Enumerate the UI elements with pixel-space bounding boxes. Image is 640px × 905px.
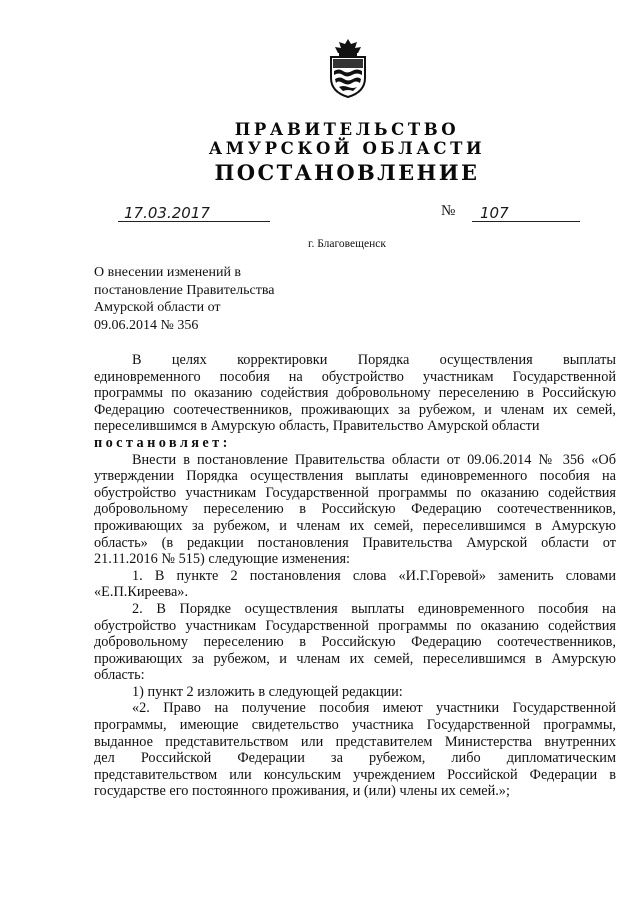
body-line: проживающих за рубежом, и членам их семей, переселившимся в Амурскую [94, 650, 616, 667]
subject-line: постановление Правительства [94, 282, 275, 298]
body-line: 21.11.2016 № 515) следующие изменения: [94, 551, 351, 568]
body-line: область» (в редакции постановления Правительства Амурской области от [94, 534, 616, 551]
body-line: программы, имеющие свидетельство участника Государственной программы, [94, 717, 616, 734]
body-line: Федерацию соотечественников, проживающих за рубежом, и членам их семей, [94, 401, 616, 418]
body-line: обустройство участникам Государственной программы по оказанию содействия [94, 484, 616, 501]
amur-coat-of-arms-emblem [327, 38, 369, 98]
org-title-line-2: АМУРСКОЙ ОБЛАСТИ [208, 139, 486, 158]
number-value: 107 [472, 205, 580, 222]
body-line: программы по оказанию содействия добровольному переселению в Российскую [94, 385, 616, 402]
body-line: единовременного пособия на обустройство участникам Государственной [94, 368, 616, 385]
subject-line: 09.06.2014 № 356 [94, 317, 199, 333]
body-line: дел Российской Федерации за рубежом, либо дипломатическим [94, 750, 616, 767]
resolution-word: постановляет: [94, 434, 231, 451]
number-label: № [441, 203, 456, 219]
body-line: государстве его постоянного проживания, и (или) члены их семей.»; [94, 783, 510, 800]
subject-line: О внесении изменений в [94, 265, 242, 280]
body-line: «Е.П.Киреева». [94, 584, 189, 601]
document-number [472, 204, 580, 222]
body-line: представительством или консульским учреждением Российской Федерации в [94, 766, 616, 783]
body-line: утверждении Порядка осуществления выплаты единовременного пособия на [94, 468, 616, 485]
subject-line: Амурской области от [94, 300, 221, 315]
date-value: 17.03.2017 [118, 205, 270, 222]
city-name: г. Благовещенск [308, 238, 386, 250]
subject-block [94, 264, 274, 334]
body-line: проживающих за рубежом, и членам их семей, переселившимся в Амурскую [94, 517, 616, 534]
body-line: В целях корректировки Порядка осуществления выплаты [132, 352, 616, 368]
body-line: добровольному переселению в Российскую Федерацию соотечественников, [94, 501, 616, 518]
body-line: обустройство участникам Государственной программы по оказанию содействия [94, 617, 616, 634]
document-body [94, 352, 616, 800]
document-type-title: ПОСТАНОВЛЕНИЕ [214, 160, 480, 185]
body-line: добровольному переселению в Российскую Федерацию соотечественников, [94, 634, 616, 651]
body-line: переселившимся в Амурскую область, Правительство Амурской области [94, 418, 540, 435]
body-line: 1) пункт 2 изложить в следующей редакции: [132, 683, 403, 700]
document-date [118, 204, 270, 222]
body-line: 2. В Порядке осуществления выплаты единовременного пособия на [132, 600, 616, 617]
body-line: Внести в постановление Правительства области от 09.06.2014 № 356 «Об [132, 451, 616, 468]
body-line: выданное представительством или представителем Министерства внутренних [94, 733, 616, 750]
org-title-line-1: ПРАВИТЕЛЬСТВО [234, 120, 460, 139]
body-line: «2. Право на получение пособия имеют участники Государственной [132, 700, 616, 717]
body-line: 1. В пункте 2 постановления слова «И.Г.Горевой» заменить словами [132, 567, 616, 584]
body-line: область: [94, 667, 145, 684]
